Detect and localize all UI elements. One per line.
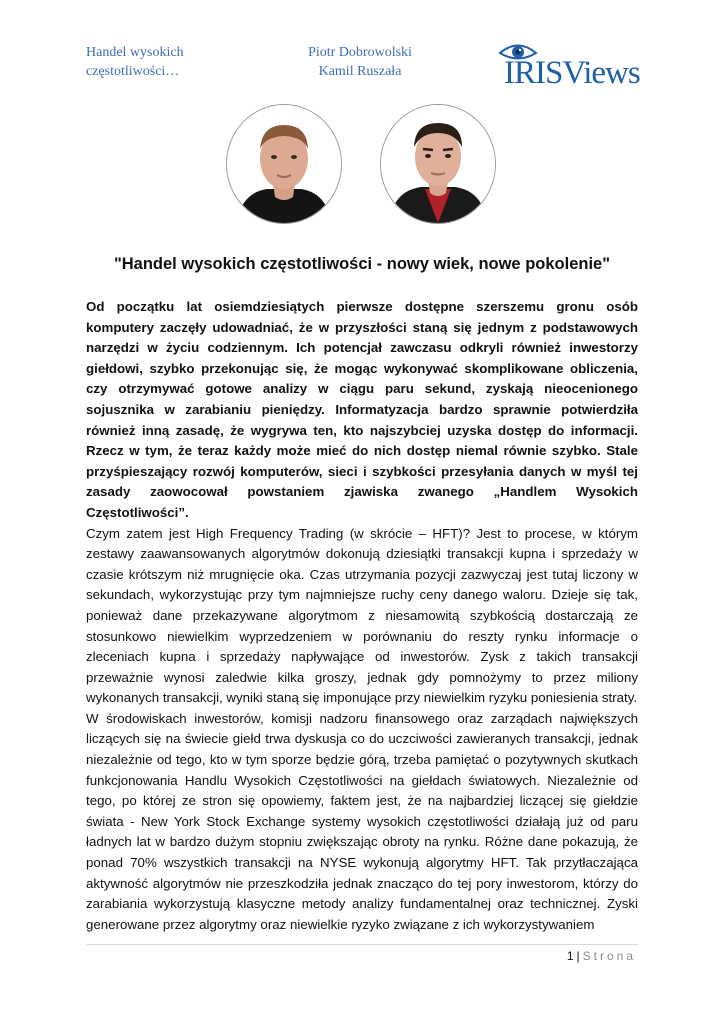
article-title: "Handel wysokich częstotliwości - nowy wiek, nowe pokolenie" <box>113 255 611 273</box>
page-label: Strona <box>582 949 636 963</box>
page-footer <box>86 948 636 964</box>
article-body <box>86 297 638 935</box>
author-photo-1 <box>226 104 342 224</box>
portrait-photo-2 <box>381 105 495 223</box>
author-photo-2 <box>380 104 496 224</box>
logo-text: IRISViews <box>504 55 640 91</box>
portrait-photo-1 <box>227 105 341 223</box>
page-number: 1 <box>566 949 574 963</box>
irisviews-logo <box>498 42 643 90</box>
header-document-title <box>86 43 246 81</box>
body-paragraph-1: Czym zatem jest High Frequency Trading (w skrócie – HFT)? Jest to procese, w którym zestawy zaawansowanych algorytmów dokonują dziesiątki transakcji kupna i sprzedaży w czasie krótszym niż mrugnięcie oka. Czas utrzymania pozycji zazwyczaj jest tutaj liczony w sekundach, wykorzystując przy tym najmniejsze ruchy ceny danego waloru. Dzieje się tak, ponieważ dane przekazywane algorytmom z niesamowitą szybkością dostarczają ze stosunkowo niewielkim wyprzedzeniem w porównaniu do reszty rynku informacje o zleceniach kupna i sprzedaży napływające od inwestorów. Zysk z takich transakcji przeważnie wynosi zaledwie kilka groszy, jednak gdy pomnożymy to przez miliony wykonanych transakcji, wyniki staną się imponujące przy niewielkim ryzyku poniesienia straty. <box>86 525 638 706</box>
header-title-line-1: Handel wysokich <box>86 45 184 60</box>
footer-separator: | <box>576 949 580 963</box>
body-paragraph-2: W środowiskach inwestorów, komisji nadzoru finansowego oraz zarządach największych liczących się na świecie giełd trwa dyskusja co do uczciwości zawieranych transakcji, jednak niezależnie od tego, kto w tym sporze będzie górą, trzeba pamiętać o pozytywnych skutkach funkcjonowania Handlu Wysokich Częstotliwości na giełdach światowych. Niezależnie od tego, po której ze stron się opowiemy, faktem jest, że na najbardziej liczącej się giełdzie świata - New York Stock Exchange systemy wysokich częstotliwości działają już od paru ładnych lat w bardzo dużym stopniu zwiększając obroty na rynku. Różne dane pokazują, że ponad 70% wszystkich transakcji na NYSE wykonują algorytmy HFT. Tak przytłaczająca aktywność algorytmów nie przeszkodziła jednak znacząco do tej pory inwestorom, którzy do zarabiania wykorzystują klasyczne metody analizy fundamentalnej oraz technicznej. Zyski generowane przez algorytmy oraz niewielkie ryzyko związane z ich wykorzystywaniem <box>86 710 638 932</box>
author-name-2: Kamil Ruszała <box>318 64 402 79</box>
lead-paragraph: Od początku lat osiemdziesiątych pierwsze dostępne szerszemu gronu osób komputery zaczęły udowadniać, że w przyszłości staną się jednym z podstawowych narzędzi w życiu codziennym. Ich potencjał zawczasu odkryli również inwestorzy giełdowi, szybko przekonując się, że mogąc wykonywać skomplikowane obliczenia, czy otrzymywać gotowe analizy w ciągu paru sekund, zyskają nieocenionego sojusznika w zarabianiu pieniędzy. Informatyzacja bardzo sprawnie potwierdziła również inną zasadę, że wygrywa ten, kto najszybciej uzyska dostęp do informacji. Rzecz w tym, że teraz każdy może mieć do nich dostęp niemal równie szybko. Stale przyśpieszający rozwój komputerów, sieci i szybkości przesyłania danych w myśl tej zasady zaowocował powstaniem zjawiska zwanego „Handlem Wysokich Częstotliwości”. <box>86 299 638 520</box>
header-title-line-2: częstotliwości… <box>86 64 180 79</box>
author-name-1: Piotr Dobrowolski <box>308 45 412 60</box>
header-authors <box>280 43 440 81</box>
footer-divider <box>86 944 638 945</box>
